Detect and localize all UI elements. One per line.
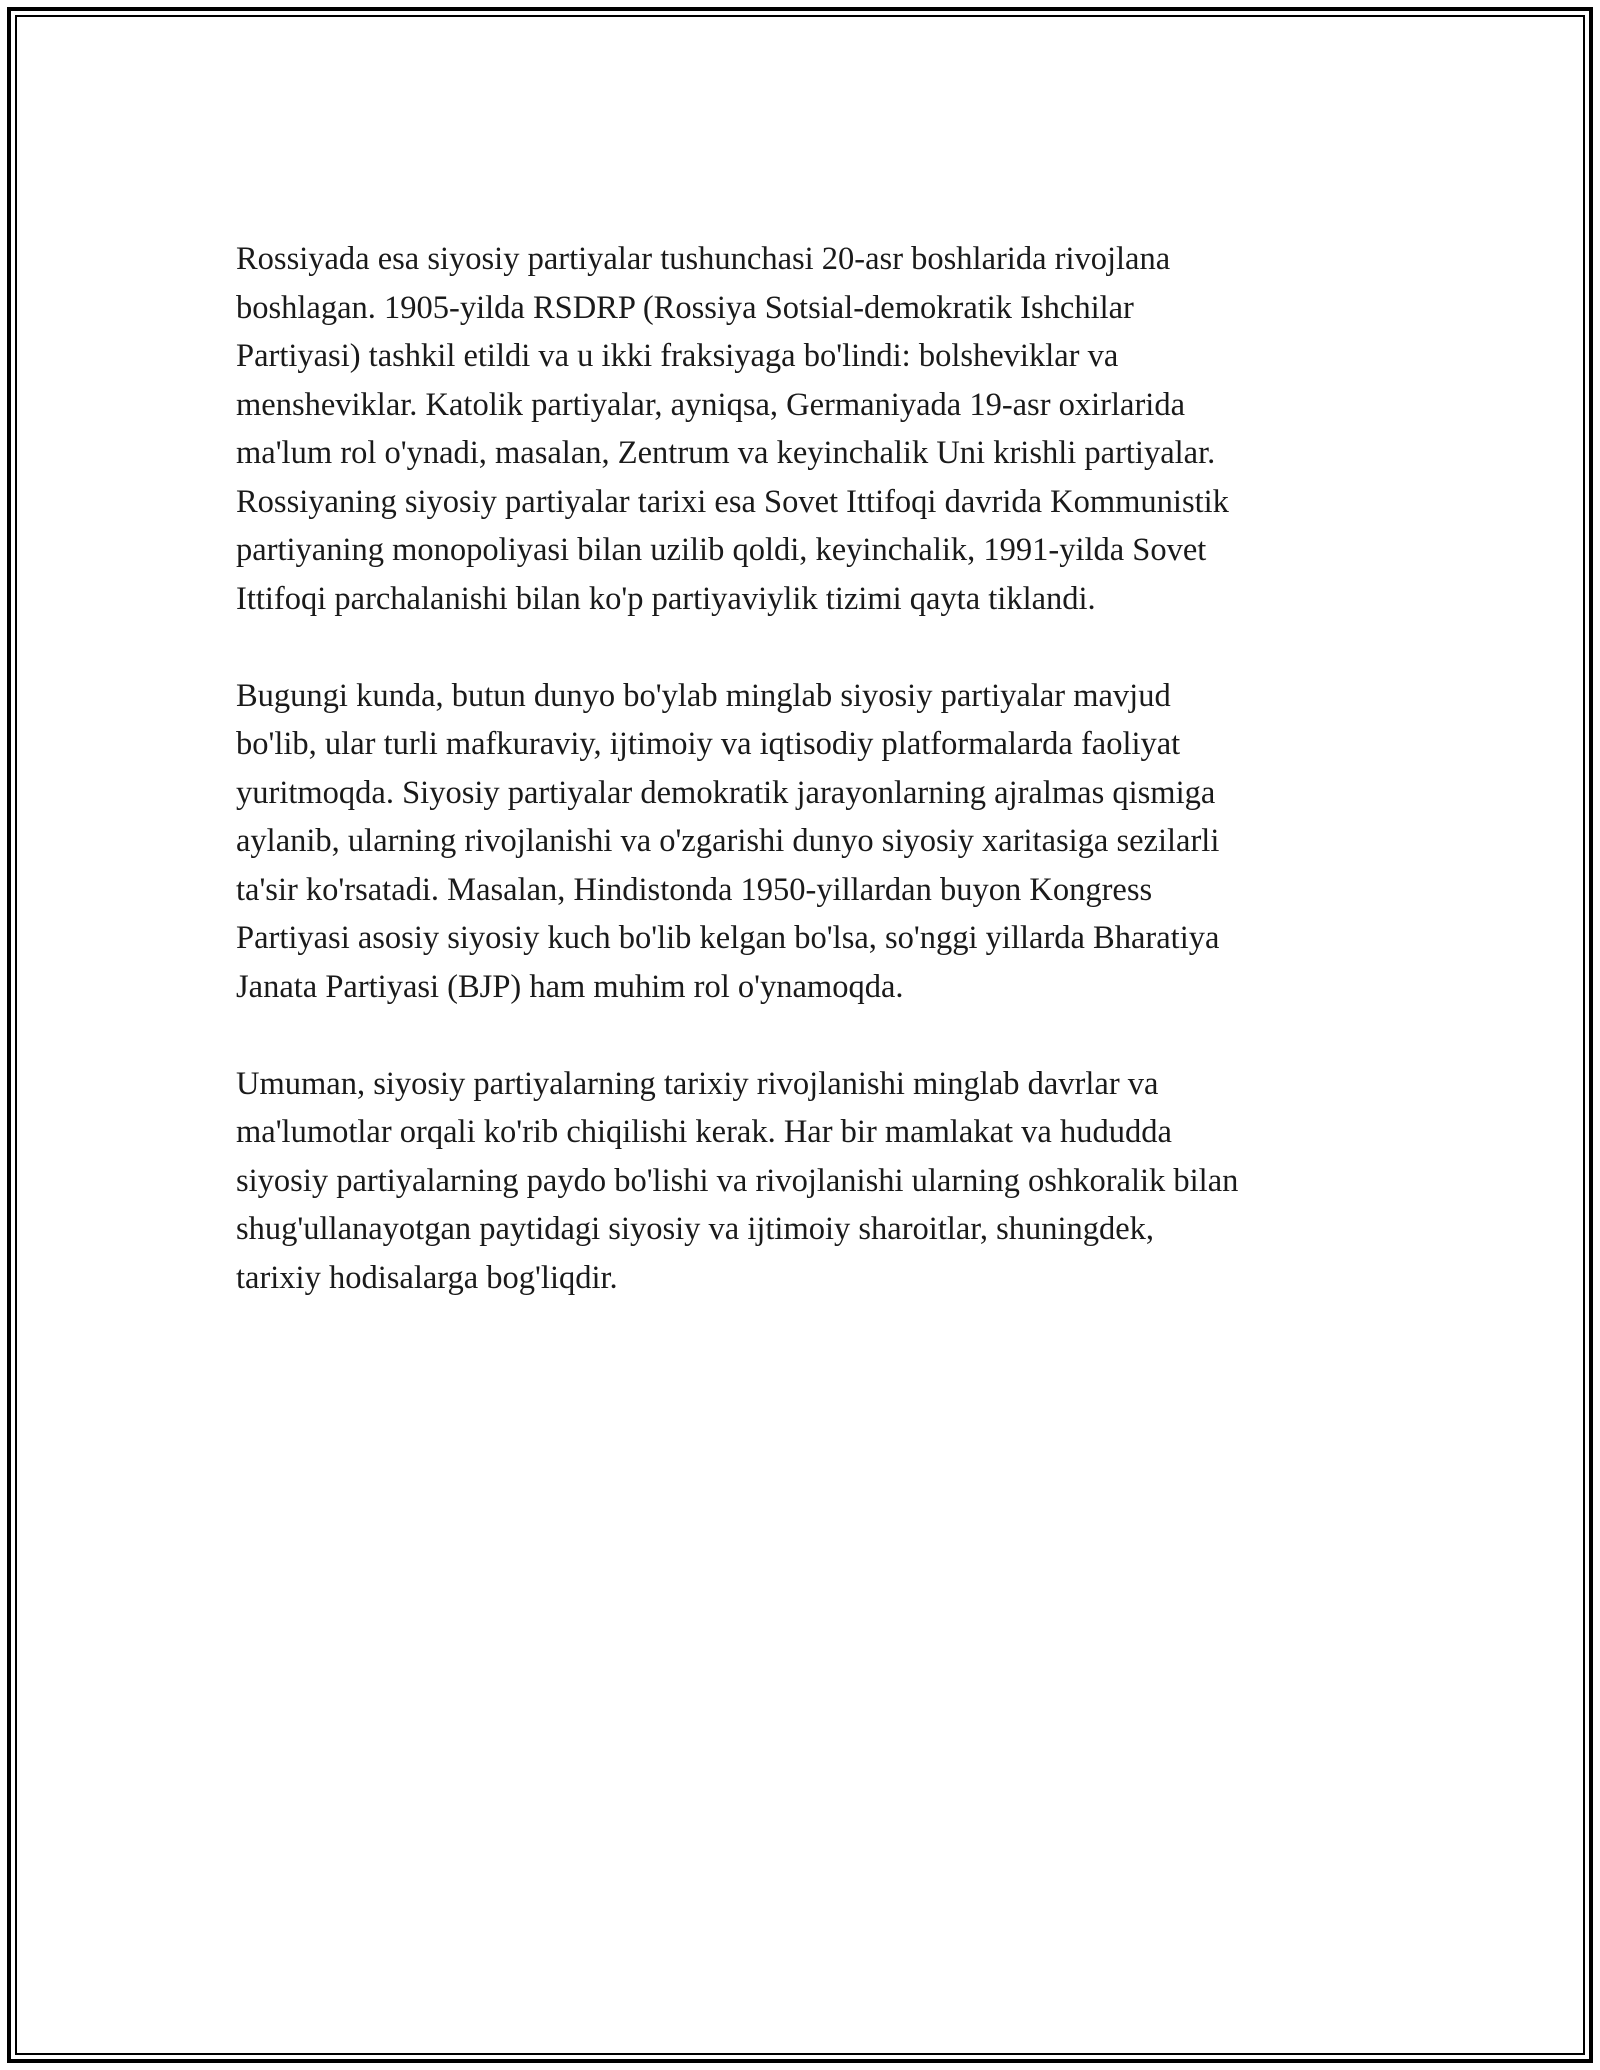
text-line: Umuman, siyosiy partiyalarning tarixiy rivojlanishi minglab davrlar va [236, 1065, 1159, 1102]
paragraph [236, 672, 1386, 1012]
text-line: Partiyasi) tashkil etildi va u ikki fraksiyaga bo'lindi: bolsheviklar va [236, 338, 1119, 374]
text-line: shug'ullanayotgan paytidagi siyosiy va ijtimoiy sharoitlar, shuningdek, [236, 1211, 1155, 1247]
text-line: Ittifoqi parchalanishi bilan ko'p partiyaviylik tizimi qayta tiklandi. [236, 580, 1096, 617]
text-line: Bugungi kunda, butun dunyo bo'ylab minglab siyosiy partiyalar mavjud [236, 677, 1171, 714]
text-line: yuritmoqda. Siyosiy partiyalar demokratik jarayonlarning ajralmas qismiga [236, 774, 1216, 811]
text-line: mensheviklar. Katolik partiyalar, ayniqsa, Germaniyada 19-asr oxirlarida [236, 386, 1185, 423]
text-line: Rossiyada esa siyosiy partiyalar tushunchasi 20-asr boshlarida rivojlana [236, 241, 1171, 277]
text-line: aylanib, ularning rivojlanishi va o'zgarishi dunyo siyosiy xaritasiga sezilarli [236, 823, 1220, 859]
text-line: Rossiyaning siyosiy partiyalar tarixi esa Sovet Ittifoqi davrida Kommunistik [236, 483, 1229, 520]
text-line: Partiyasi asosiy siyosiy kuch bo'lib kelgan bo'lsa, so'nggi yillarda Bharatiya [236, 920, 1220, 956]
text-line: Janata Partiyasi (BJP) ham muhim rol o'ynamoqda. [236, 968, 904, 1005]
text-line: ma'lumotlar orqali ko'rib chiqilishi kerak. Har bir mamlakat va hududda [236, 1114, 1172, 1150]
text-line: ma'lum rol o'ynadi, masalan, Zentrum va keyinchalik Uni krishli partiyalar. [236, 435, 1216, 471]
text-line: ta'sir ko'rsatadi. Masalan, Hindistonda 1950-yillardan buyon Kongress [236, 871, 1153, 908]
text-line: bo'lib, ular turli mafkuraviy, ijtimoiy va iqtisodiy platformalarda faoliyat [236, 726, 1181, 762]
paragraph [236, 1060, 1386, 1303]
text-line: siyosiy partiyalarning paydo bo'lishi va rivojlanishi ularning oshkoralik bilan [236, 1162, 1239, 1199]
paragraph [236, 235, 1386, 623]
text-line: partiyaning monopoliyasi bilan uzilib qoldi, keyinchalik, 1991-yilda Sovet [236, 532, 1207, 568]
text-line: tarixiy hodisalarga bog'liqdir. [236, 1259, 618, 1296]
text-line: boshlagan. 1905-yilda RSDRP (Rossiya Sotsial-demokratik Ishchilar [236, 289, 1134, 326]
document-body [236, 235, 1386, 1351]
